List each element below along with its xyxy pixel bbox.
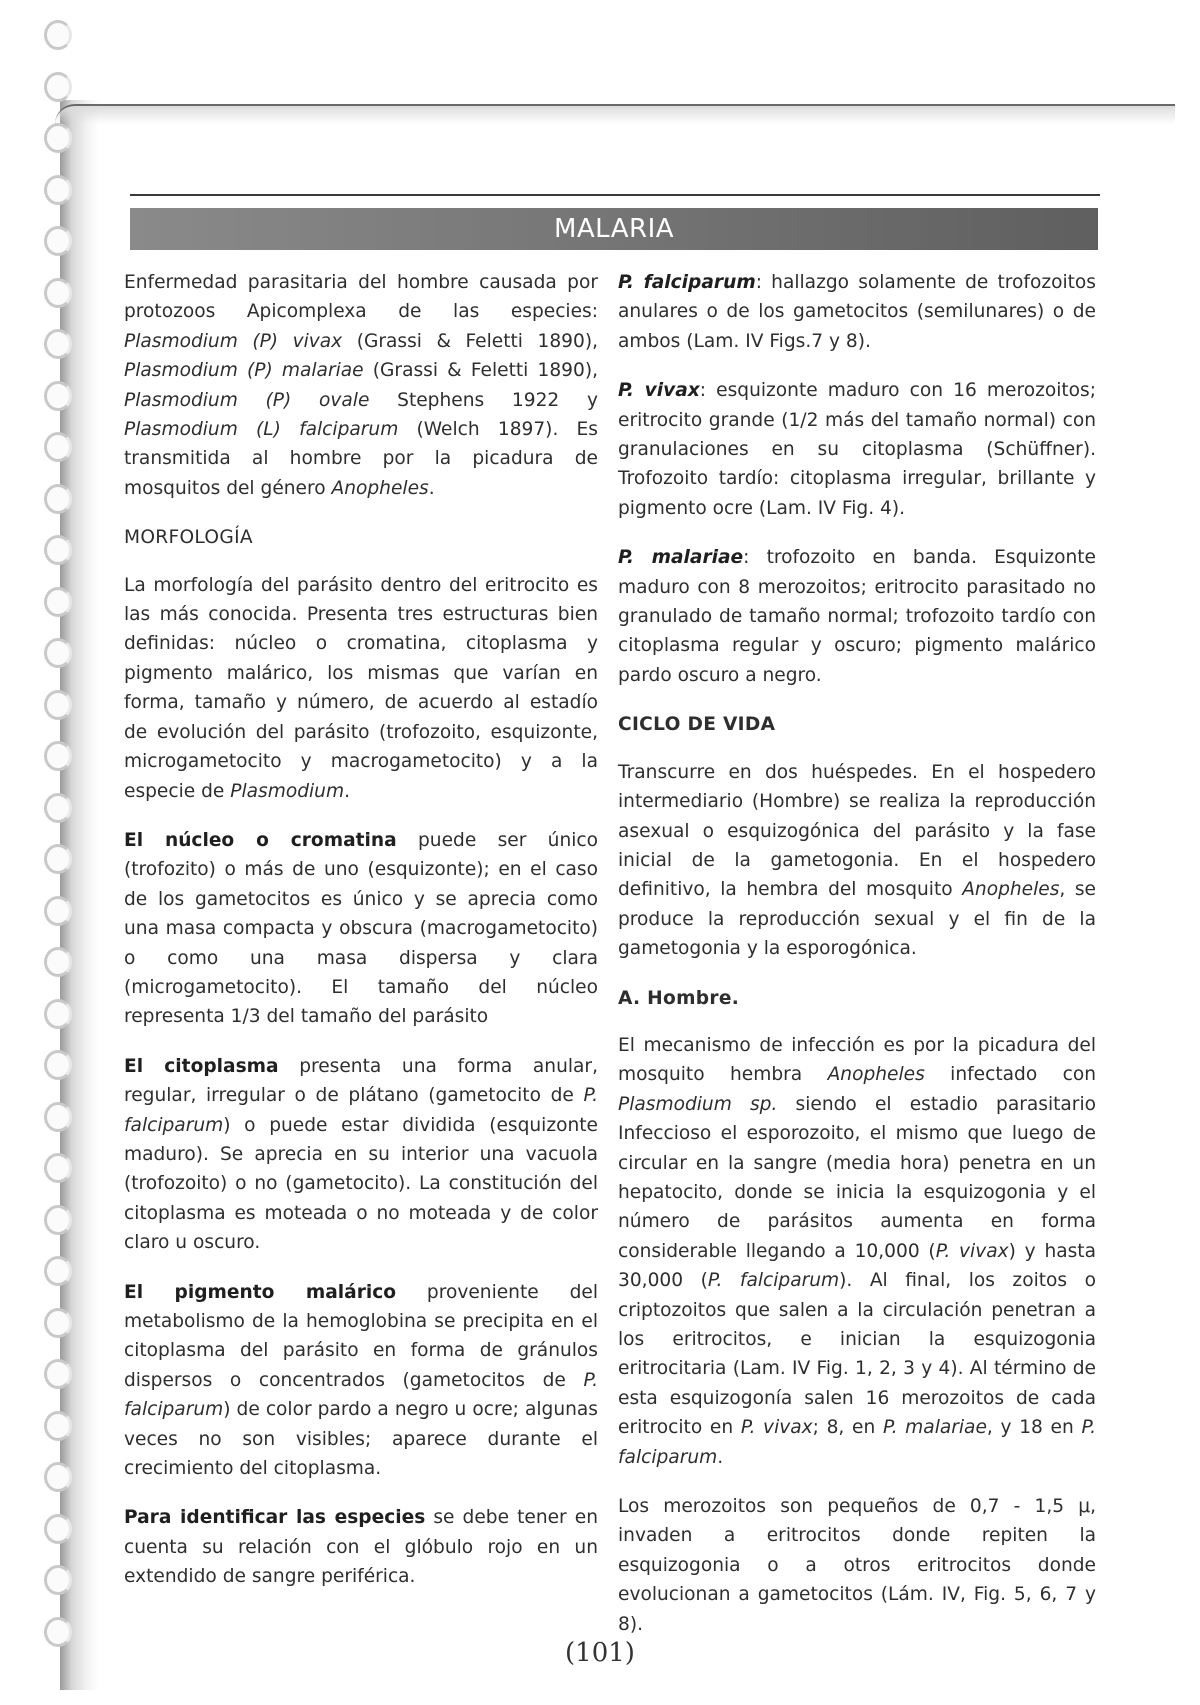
- binding-ring: [44, 226, 72, 256]
- binding-ring: [44, 20, 72, 50]
- binding-ring: [44, 1205, 72, 1235]
- title-bar: [130, 208, 1098, 250]
- falciparum-paragraph: P. falciparum: hallazgo solamente de trofozoitos anulares o de los gametocitos (semilunares) o de ambos (Lam. IV Figs.7 y 8).: [618, 272, 1096, 352]
- spiral-binding: [44, 20, 90, 1670]
- binding-ring: [44, 432, 72, 462]
- binding-ring: [44, 1308, 72, 1338]
- binding-ring: [44, 1565, 72, 1595]
- ciclo-paragraph: Transcurre en dos huéspedes. En el hospedero intermediario (Hombre) se realiza la reproducción asexual o esquizogónica del parásito y la fase inicial de la gametogonia. En el hospedero definitivo, la hembra del mosquito Anopheles, se produce la reproducción sexual y el fin de la gametogonia y la esporogónica.: [618, 761, 1096, 960]
- binding-ring: [44, 72, 72, 102]
- right-column: [618, 268, 1096, 1659]
- binding-ring: [44, 1153, 72, 1183]
- merozoitos-paragraph: Los merozoitos son pequeños de 0,7 - 1,5 μ, invaden a eritrocitos donde repiten la esquizogonia o a otros eritrocitos donde evolucionan a gametocitos (Lám. IV, Fig. 5, 6, 7 y 8).: [618, 1496, 1096, 1635]
- binding-ring: [44, 1514, 72, 1544]
- binding-ring: [44, 535, 72, 565]
- binding-ring: [44, 793, 72, 823]
- binding-ring: [44, 278, 72, 308]
- nucleo-paragraph: El núcleo o cromatina puede ser único (trofozito) o más de uno (esquizonte); en el caso de los gametocitos es único y se aprecia como una masa compacta y obscura (macrogametocito) o como una masa dispersa y clara (microgametocito). El tamaño del núcleo representa 1/3 del tamaño del parásito: [124, 829, 598, 1028]
- malariae-paragraph: P. malariae: trofozoito en banda. Esquizonte maduro con 8 merozoitos; eritrocito parasitado no granulado de tamaño normal; trofozoito tardío con citoplasma regular y oscuro; pigmento malárico pardo oscuro a negro.: [618, 547, 1096, 686]
- binding-ring: [44, 1462, 72, 1492]
- morfologia-paragraph: La morfología del parásito dentro del eritrocito es las más conocida. Presenta tres estructuras bien definidas: núcleo o cromatina, citoplasma y pigmento malárico, los mismas que varían en forma, tamaño y número, de acuerdo al estadío de evolución del parásito (trofozoito, esquizonte, microgametocito y macrogametocito) y a la especie de Plasmodium.: [124, 574, 598, 802]
- heading-morfologia: MORFOLOGÍA: [124, 527, 253, 549]
- binding-ring: [44, 123, 72, 153]
- binding-ring: [44, 999, 72, 1029]
- binding-ring: [44, 1411, 72, 1441]
- binding-ring: [44, 381, 72, 411]
- binding-ring: [44, 1102, 72, 1132]
- page-title: MALARIA: [553, 214, 675, 244]
- binding-ring: [44, 175, 72, 205]
- binding-ring: [44, 638, 72, 668]
- left-column: [124, 268, 598, 1612]
- binding-ring: [44, 1359, 72, 1389]
- binding-ring: [44, 329, 72, 359]
- heading-hombre: A. Hombre.: [618, 987, 740, 1009]
- binding-ring: [44, 844, 72, 874]
- binding-ring: [44, 587, 72, 617]
- binding-ring: [44, 947, 72, 977]
- header-rule: [130, 194, 1100, 196]
- vivax-paragraph: P. vivax: esquizonte maduro con 16 merozoitos; eritrocito grande (1/2 más del tamaño normal) con granulaciones en su citoplasma (Schüffner). Trofozoito tardío: citoplasma irregular, brillante y pigmento ocre (Lam. IV Fig. 4).: [618, 380, 1096, 519]
- binding-ring: [44, 1050, 72, 1080]
- binding-ring: [44, 896, 72, 926]
- binding-ring: [44, 690, 72, 720]
- heading-ciclo-de-vida: CICLO DE VIDA: [618, 714, 776, 736]
- binding-ring: [44, 1256, 72, 1286]
- citoplasma-paragraph: El citoplasma presenta una forma anular, regular, irregular o de plátano (gametocito de P. falciparum) o puede estar dividida (esquizonte maduro). Se aprecia en su interior una vacuola (trofozoito) o no (gametocito). La constitución del citoplasma es moteada o no moteada y de color claro u oscuro.: [124, 1055, 598, 1254]
- page-curl: [55, 104, 1175, 124]
- intro-paragraph: Enfermedad parasitaria del hombre causada por protozoos Apicomplexa de las especies: Plasmodium (P) vivax (Grassi & Feletti 1890), Plasmodium (P) malariae (Grassi & Feletti 1890), Plasmodium (P) ovale Stephens 1922 y Plasmodium (L) falciparum (Welch 1897). Es transmitida al hombre por la picadura de mosquitos del género Anopheles.: [124, 272, 598, 499]
- binding-ring: [44, 484, 72, 514]
- pigmento-paragraph: El pigmento malárico proveniente del metabolismo de la hemoglobina se precipita en el citoplasma del parásito en forma de gránulos dispersos o concentrados (gametocitos de P. falciparum) de color pardo a negro u ocre; algunas veces no son visibles; aparece durante el crecimiento del citoplasma.: [124, 1281, 598, 1480]
- mecanismo-paragraph: El mecanismo de infección es por la picadura del mosquito hembra Anopheles infectado con Plasmodium sp. siendo el estadio parasitario Infeccioso el esporozoito, el mismo que luego de circular en la sangre (media hora) penetra en un hepatocito, donde se inicia la esquizogonia y el número de parásitos aumenta en forma considerable llegando a 10,000 (P. vivax) y hasta 30,000 (P. falciparum). Al final, los zoitos o criptozoitos que salen a la circulación penetran a los eritrocitos, e inician la esquizogonia eritrocitaria (Lam. IV Fig. 1, 2, 3 y 4). Al término de esta esquizogonía salen 16 merozoitos de cada eritrocito en P. vivax; 8, en P. malariae, y 18 en P. falciparum.: [618, 1034, 1097, 1468]
- identificar-paragraph: Para identificar las especies se debe tener en cuenta su relación con el glóbulo rojo en un extendido de sangre periférica.: [124, 1507, 598, 1588]
- binding-ring: [44, 741, 72, 771]
- page-number: (101): [565, 1638, 635, 1668]
